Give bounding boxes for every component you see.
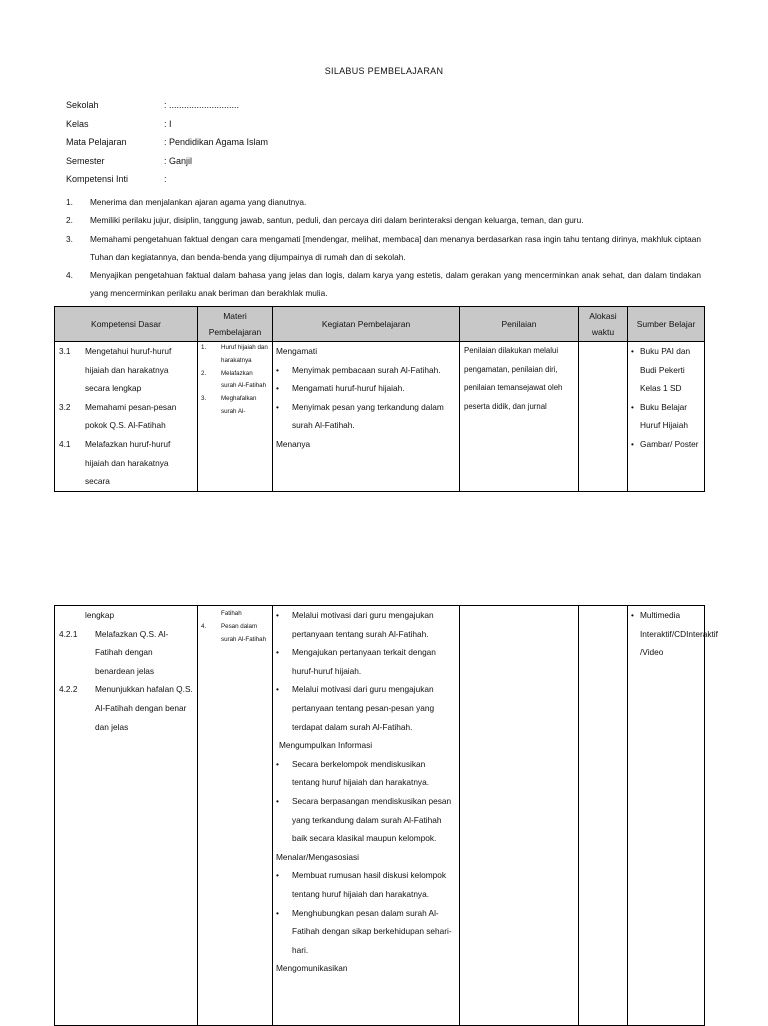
ki-number: 1. xyxy=(66,197,73,207)
ki-text: Menerima dan menjalankan ajaran agama yang dianutnya. xyxy=(90,197,307,207)
header-materi: Materi Pembelajaran xyxy=(198,307,273,342)
kegiatan-bullet: • Menghubungkan pesan dalam surah Al-Fatihah dengan sikap berkehidupan sehari-hari. xyxy=(276,904,455,960)
kompetensi-inti-list xyxy=(66,193,701,303)
materi-cell xyxy=(198,606,273,1026)
kd-number: 3.2 xyxy=(59,401,71,412)
header-penilaian: Penilaian xyxy=(460,307,579,342)
kegiatan-bullet: • Menyimak pesan yang terkandung dalam surah Al-Fatihah. xyxy=(276,398,455,435)
table-row xyxy=(55,606,705,1026)
ki-text: Memahami pengetahuan faktual dengan cara mengamati [mendengar, melihat, membaca] dan menanya berdasarkan rasa ingin tahu tentang dirinya, makhluk ciptaan Tuhan dan kegiatannya, dan benda-benda yang dijumpainya di rumah dan di sekolah. xyxy=(90,233,701,262)
ki-item xyxy=(66,211,701,229)
ki-number: 4. xyxy=(66,270,73,281)
kegiatan-heading: Mengomunikasikan xyxy=(276,963,348,974)
info-label: Kompetensi Inti xyxy=(66,174,129,184)
info-label: Semester xyxy=(66,155,105,166)
kegiatan-heading: Menalar/Mengasosiasi xyxy=(276,851,360,862)
header-alokasi: Alokasi waktu xyxy=(579,307,628,342)
sumber-bullet: • Buku Belajar Huruf Hijaiah xyxy=(629,398,700,435)
kd-text: Melafazkan huruf-huruf hijaiah dan harakatnya secara xyxy=(85,438,171,487)
ki-number: 2. xyxy=(66,215,73,226)
kegiatan-heading: Mengumpulkan Informasi xyxy=(279,740,373,751)
kegiatan-bullet: • Secara berkelompok mendiskusikan tentang huruf hijaiah dan harakatnya. xyxy=(276,755,455,792)
kd-cell xyxy=(55,342,198,492)
materi-continuation xyxy=(201,608,269,621)
kd-number: 3.1 xyxy=(59,346,71,356)
table-row xyxy=(55,342,705,492)
info-value: : xyxy=(164,174,167,184)
kd-item xyxy=(59,398,193,435)
kd-continuation: lengkap xyxy=(85,610,115,620)
kegiatan-bullet: • Mengajukan pertanyaan terkait dengan huruf-huruf hijaiah. xyxy=(276,643,455,680)
kd-number: 4.2.1 xyxy=(59,628,78,639)
info-value: : I xyxy=(164,118,172,129)
penilaian-text: Penilaian dilakukan melalui pengamatan, penilaian diri, penilaian temansejawat oleh peserta didik, dan jurnal xyxy=(464,346,563,411)
kegiatan-heading: Menanya xyxy=(276,438,311,449)
kd-item xyxy=(59,625,193,681)
materi-text: Fatihah xyxy=(221,610,242,617)
header-kegiatan: Kegiatan Pembelajaran xyxy=(273,307,460,342)
kegiatan-cell xyxy=(273,342,460,492)
ki-item xyxy=(66,266,701,303)
materi-item xyxy=(201,368,269,394)
materi-item xyxy=(201,621,269,647)
materi-text: Pesan dalam surah Al-Fatihah xyxy=(221,622,267,643)
syllabus-table-page-2 xyxy=(54,605,718,1026)
materi-number: 1. xyxy=(201,344,207,351)
sumber-bullet: • Gambar/ Poster xyxy=(629,435,700,454)
info-label: Mata Pelajaran xyxy=(66,137,127,147)
ki-item xyxy=(66,230,701,267)
ki-item xyxy=(66,193,701,211)
sumber-bullet: • Buku PAI dan Budi Pekerti Kelas 1 SD xyxy=(629,342,700,398)
info-value: : Pendidikan Agama Islam xyxy=(164,137,269,147)
kd-text: Menunjukkan hafalan Q.S. Al-Fatihah dengan benar dan jelas xyxy=(95,684,193,732)
kegiatan-bullet: • Melalui motivasi dari guru mengajukan pertanyaan tentang pesan-pesan yang terdapat dalam surah Al-Fatihah. xyxy=(276,680,455,736)
materi-number: 3. xyxy=(201,395,207,403)
kegiatan-heading: Mengamati xyxy=(276,346,318,356)
ki-number: 3. xyxy=(66,233,73,244)
materi-text: Meghafalkan surah Al- xyxy=(221,395,257,415)
materi-text: Melafazkan surah Al-Fatihah xyxy=(221,369,267,390)
table-header-row xyxy=(55,307,705,342)
kd-text: Memahami pesan-pesan pokok Q.S. Al-Fatihah xyxy=(85,401,177,431)
kd-item xyxy=(59,342,193,398)
header-sumber: Sumber Belajar xyxy=(628,307,705,342)
sumber-cell xyxy=(628,342,705,492)
info-value: : ............................ xyxy=(164,100,240,110)
materi-item xyxy=(201,342,269,368)
kd-number: 4.1 xyxy=(59,438,71,449)
sumber-bullet: • Multimedia Interaktif/CDInteraktif /Video xyxy=(629,606,700,662)
alokasi-cell xyxy=(579,342,628,492)
kd-text: Mengetahui huruf-huruf hijaiah dan harakatnya secara lengkap xyxy=(85,346,172,394)
materi-item xyxy=(201,393,269,419)
kd-item xyxy=(59,680,193,736)
kegiatan-cell xyxy=(273,606,460,1026)
kd-cell xyxy=(55,606,198,1026)
ki-text: Menyajikan pengetahuan faktual dalam bahasa yang jelas dan logis, dalam karya yang estetis, dalam gerakan yang mencerminkan anak sehat, dan dalam tindakan yang mencerminkan perilaku anak beriman dan berakhlak mulia. xyxy=(90,270,701,299)
materi-text: Huruf hijaiah dan harakatnya xyxy=(221,344,268,364)
info-label: Kelas xyxy=(66,118,89,129)
kegiatan-bullet: • Membuat rumusan hasil diskusi kelompok tentang huruf hijaiah dan harakatnya. xyxy=(276,866,455,903)
document-title: SILABUS PEMBELAJARAN xyxy=(324,66,444,76)
kegiatan-bullet: • Melalui motivasi dari guru mengajukan pertanyaan tentang surah Al-Fatihah. xyxy=(276,606,455,643)
syllabus-table-page-1 xyxy=(54,306,705,492)
info-label: Sekolah xyxy=(66,100,99,110)
kd-item xyxy=(59,435,193,491)
alokasi-cell xyxy=(579,606,628,1026)
materi-cell xyxy=(198,342,273,492)
materi-number: 4. xyxy=(201,622,207,630)
kegiatan-bullet: • Menyimak pembacaan surah Al-Fatihah. xyxy=(276,361,455,380)
materi-number: 2. xyxy=(201,369,207,377)
info-value: : Ganjil xyxy=(164,155,193,166)
sumber-cell xyxy=(628,606,718,1026)
kd-text: Melafazkan Q.S. Al-Fatihah dengan benardean jelas xyxy=(95,628,169,676)
penilaian-cell xyxy=(460,606,579,1026)
header-kompetensi-dasar: Kompetensi Dasar xyxy=(55,307,198,342)
penilaian-cell xyxy=(460,342,579,492)
kegiatan-bullet: • Secara berpasangan mendiskusikan pesan yang terkandung dalam surah Al-Fatihah baik secara klasikal maupun kelompok. xyxy=(276,792,455,848)
kegiatan-bullet: • Mengamati huruf-huruf hijaiah. xyxy=(276,379,455,398)
ki-text: Memiliki perilaku jujur, disiplin, tanggung jawab, santun, peduli, dan percaya diri dalam berinteraksi dengan keluarga, teman, dan guru. xyxy=(90,215,584,226)
kd-number: 4.2.2 xyxy=(59,684,78,695)
